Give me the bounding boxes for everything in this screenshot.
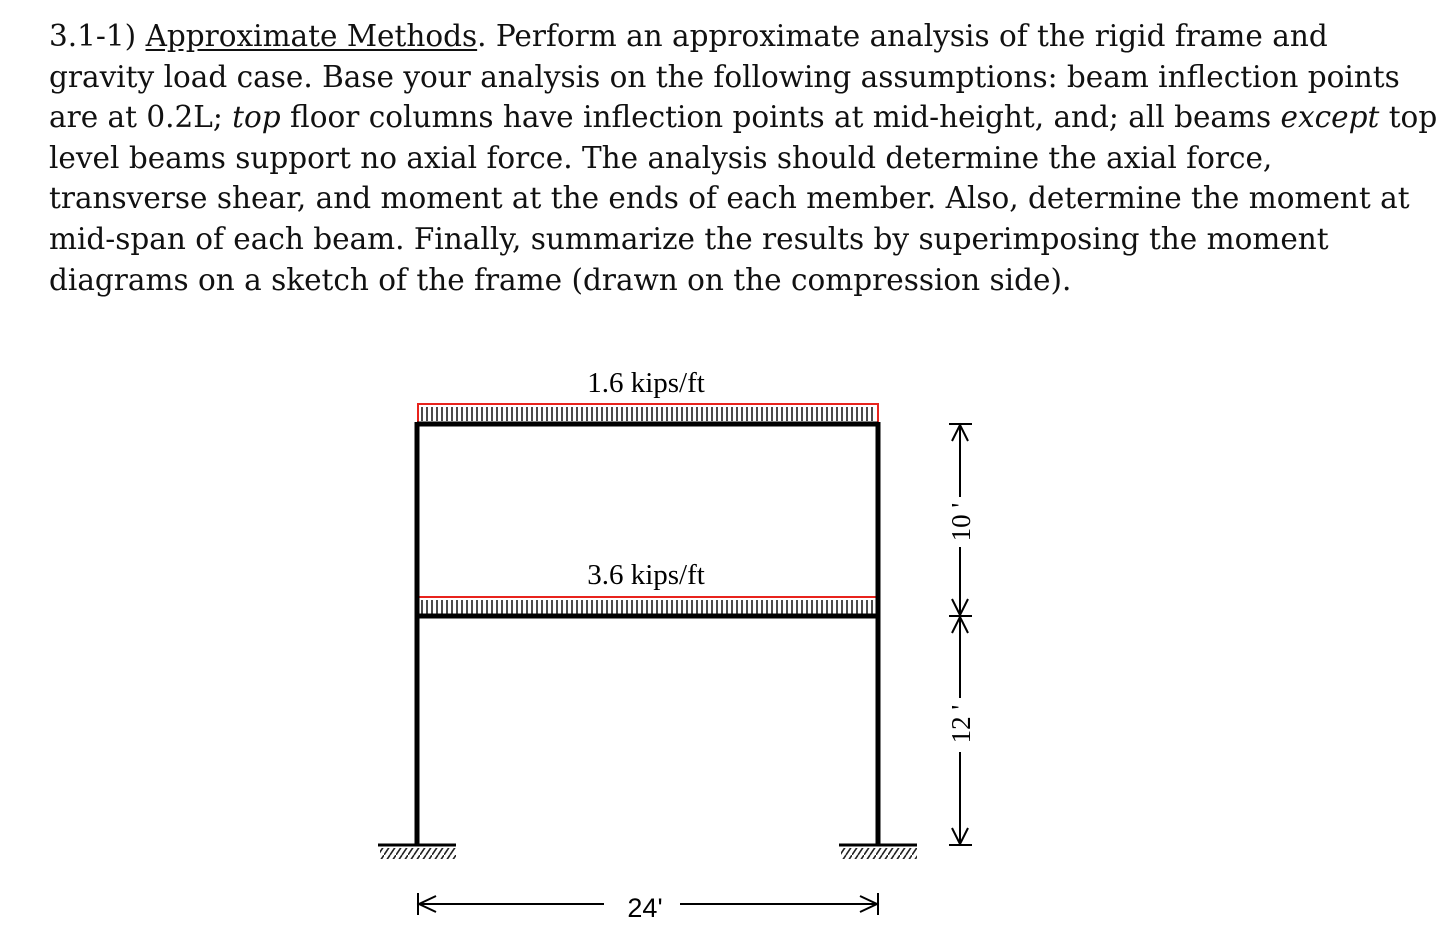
lower-story-height-label: 12 ' (946, 704, 976, 744)
right-fixed-support (839, 845, 917, 859)
problem-line-6: mid-span of each beam. Finally, summarize the results by superimposing the moment (49, 221, 1329, 256)
problem-line-1: 3.1-1) Approximate Methods. Perform an approximate analysis of the rigid frame and (49, 19, 1328, 53)
problem-line-7: diagrams on a sketch of the frame (drawn on the compression side). (49, 262, 1072, 297)
problem-number: 3.1-1) (49, 19, 137, 53)
problem-line-3: are at 0.2L; top floor columns have inflection points at mid-height, and; all beams except top (49, 100, 1437, 135)
top-distributed-load (418, 404, 878, 423)
span-dimension-label: 24' (627, 893, 663, 923)
problem-heading: Approximate Methods (145, 19, 478, 53)
top-load-label: 1.6 kips/ft (587, 367, 705, 399)
upper-story-height-label: 10 ' (946, 502, 976, 542)
middle-load-label: 3.6 kips/ft (587, 559, 705, 591)
problem-line-2: gravity load case. Base your analysis on the following assumptions: beam inflection points (49, 59, 1400, 94)
left-fixed-support (378, 845, 456, 859)
story-height-dimensions (949, 424, 972, 845)
problem-line-4: level beams support no axial force. The analysis should determine the axial force, (49, 140, 1273, 175)
problem-line-5: transverse shear, and moment at the ends of each member. Also, determine the moment at (49, 181, 1410, 216)
middle-distributed-load (418, 597, 878, 615)
